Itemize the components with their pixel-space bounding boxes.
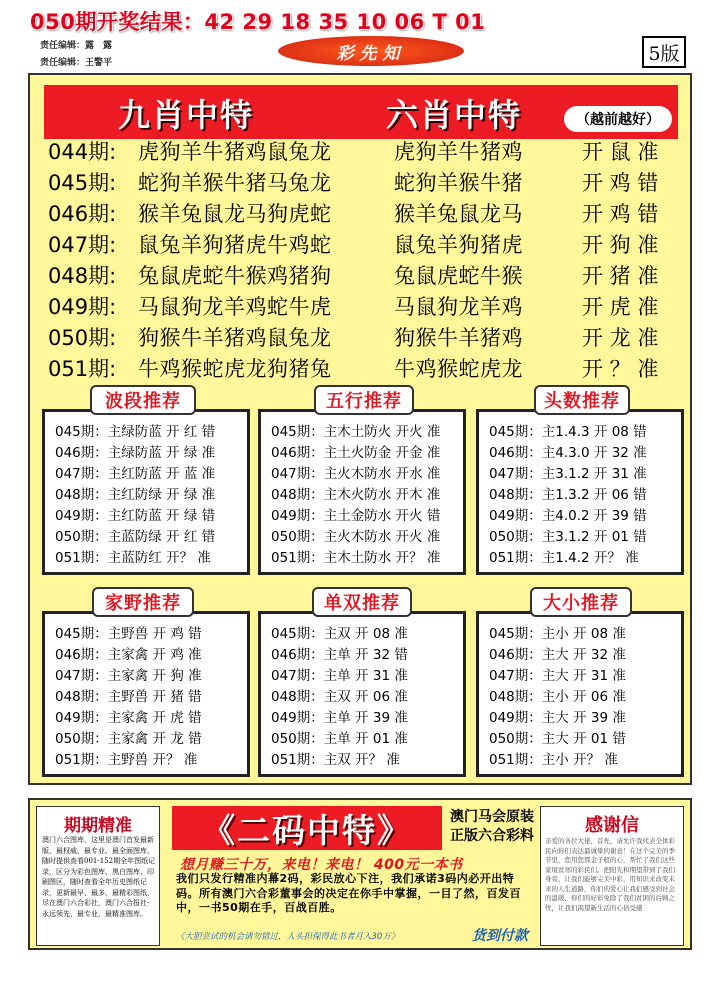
editor-credit-1: 责任编辑：露 露 [40, 41, 113, 51]
advert-strip [28, 798, 692, 950]
panel-row: 048期：主野兽 开 猪 错 [55, 689, 202, 705]
row-nine: 牛鸡猴蛇虎龙狗猪兔 [138, 357, 332, 381]
panel-row: 047期：主红防蓝 开 蓝 准 [55, 466, 216, 482]
panel-label: 五行推荐 [314, 385, 414, 415]
panel-row: 050期：主大 开 01 错 [489, 731, 626, 747]
edition-badge: 5版 [642, 36, 686, 68]
row-result: 开 ？ 准 [582, 357, 659, 381]
two-code-banner: 《二码中特》 [172, 806, 442, 850]
row-six: 马鼠狗龙羊鸡 [394, 295, 523, 319]
panel-row: 049期：主家禽 开 虎 错 [55, 710, 202, 726]
row-six: 牛鸡猴蛇虎龙 [394, 357, 523, 381]
left-promo-body: 澳门六合图库，这里是澳门首发最新版、最权威、最专业、最全面图库，随时提供查看001-152期全年图纸记录，区分为彩色图库、黑白图库、印刷图区，随时查看全年历史图纸记录，更新最早、最多，最精彩图纸，尽在澳门六合彩社，澳门六合报社-永远领先，最专业，最精准图库。 [42, 836, 156, 918]
row-result: 开 狗 准 [582, 233, 659, 257]
row-period: 044期: [48, 140, 117, 164]
panel-row: 049期：主4.0.2 开 39 错 [489, 508, 647, 524]
panel-label: 大小推荐 [530, 587, 632, 617]
promo-tagline: 《大胆尝试的机会请勿错过，人头担保得此书者月入30万》 [176, 932, 400, 942]
panel-row: 051期：主1.4.2 开？ 准 [489, 550, 639, 566]
panel-row: 046期：主单 开 32 错 [271, 647, 408, 663]
prediction-row [30, 354, 690, 385]
recommend-panel [476, 409, 684, 575]
panel-row: 045期：主木土防火 开火 准 [271, 424, 441, 440]
row-result: 开 龙 准 [582, 326, 659, 350]
row-nine: 蛇狗羊猴牛猪马兔龙 [138, 171, 332, 195]
row-result: 开 鸡 错 [582, 171, 659, 195]
panel-row: 045期：主小 开 08 准 [489, 626, 626, 642]
panel-row: 045期：主双 开 08 准 [271, 626, 408, 642]
panel-row: 049期：主红防蓝 开 绿 错 [55, 508, 216, 524]
left-promo-box [36, 806, 160, 946]
prediction-row [30, 261, 690, 292]
promo-offer: 想月赚三十万，来电！来电！ 400元一本书 [180, 857, 463, 873]
recommend-panel [476, 611, 684, 777]
panel-row: 051期：主小 开？ 准 [489, 752, 618, 768]
panel-label: 头数推荐 [534, 385, 630, 415]
panel-row: 048期：主1.3.2 开 06 错 [489, 487, 647, 503]
row-six: 鼠兔羊狗猪虎 [394, 233, 523, 257]
panel-row: 048期：主小 开 06 准 [489, 689, 626, 705]
editor-credit-2: 责任编辑：王警平 [40, 58, 113, 68]
promo-description: 我们只发行精准内幕2码，彩民放心下注，我们承诺3码内必开出特码。所有澳门六合彩董事会的决定在你手中掌握，一目了然，百发百中，一书50期在手，百战百胜。 [176, 872, 521, 914]
panel-row: 047期：主火木防水 开水 准 [271, 466, 441, 482]
main-board [28, 73, 692, 785]
prediction-row [30, 137, 690, 168]
prediction-row [30, 323, 690, 354]
panel-row: 047期：主家禽 开 狗 准 [55, 668, 202, 684]
recommend-panel [42, 409, 250, 575]
panel-row: 051期：主双 开？ 准 [271, 752, 400, 768]
prediction-row [30, 168, 690, 199]
panel-row: 046期：主绿防蓝 开 绿 准 [55, 445, 216, 461]
row-period: 045期: [48, 171, 117, 195]
headline-banner [44, 85, 678, 139]
panel-row: 047期：主3.1.2 开 31 准 [489, 466, 647, 482]
prediction-row [30, 230, 690, 261]
promo-subtitle-2: 正版六合彩料 [450, 828, 534, 844]
panel-row: 051期：主野兽 开？ 准 [55, 752, 198, 768]
prediction-row [30, 292, 690, 323]
recommend-panel [258, 611, 466, 777]
thank-you-box [540, 806, 684, 946]
row-six: 蛇狗羊猴牛猪 [394, 171, 523, 195]
row-period: 050期: [48, 326, 117, 350]
brand-name: 彩先知 [336, 43, 406, 64]
left-promo-title: 期期精准 [64, 816, 132, 836]
panel-row: 050期：主蓝防绿 开 红 错 [55, 529, 216, 545]
prediction-row [30, 199, 690, 230]
panel-row: 050期：主家禽 开 龙 错 [55, 731, 202, 747]
panel-row: 051期：主蓝防红 开？ 准 [55, 550, 211, 566]
row-result: 开 鸡 错 [582, 202, 659, 226]
panel-row: 045期：主绿防蓝 开 红 错 [55, 424, 216, 440]
panel-label: 家野推荐 [92, 587, 194, 617]
row-nine: 鼠兔羊狗猪虎牛鸡蛇 [138, 233, 332, 257]
panel-row: 049期：主单 开 39 准 [271, 710, 408, 726]
row-period: 048期: [48, 264, 117, 288]
brand-oval [278, 36, 464, 66]
recommend-panel [42, 611, 250, 777]
panel-row: 047期：主单 开 31 准 [271, 668, 408, 684]
panel-row: 046期：主土火防金 开金 准 [271, 445, 441, 461]
panel-row: 051期：主木土防水 开？ 准 [271, 550, 441, 566]
panel-row: 050期：主单 开 01 准 [271, 731, 408, 747]
panel-row: 050期：主火木防水 开火 准 [271, 529, 441, 545]
panel-row: 049期：主大 开 39 准 [489, 710, 626, 726]
row-nine: 猴羊兔鼠龙马狗虎蛇 [138, 202, 332, 226]
row-period: 051期: [48, 357, 117, 381]
row-six: 虎狗羊牛猪鸡 [394, 140, 523, 164]
row-result: 开 虎 准 [582, 295, 659, 319]
nine-zodiac-title: 九肖中特 [118, 96, 255, 134]
thank-you-body: 亲爱的各位大佬，首先，请允许我代表全体彩民向你们表达最诚挚的谢意！在这个完美的季节里，您用您那金子般的心，帮忙了我们这些家境贫寒的彩民们。把阳光和期望带到了我们身旁，让我们能够完美中彩，用知识来改变未来的人生道路，你们的爱心让我们感受到社会的温暖，你们的好彩免除了我们贫困的后顾之忧，让我们渴望新生活的心倍受感 [545, 837, 675, 912]
header-draw-title: 050期开奖结果：42 29 18 35 10 06 T 01 [30, 10, 486, 34]
row-six: 兔鼠虎蛇牛猴 [394, 264, 523, 288]
row-nine: 狗猴牛羊猪鸡鼠兔龙 [138, 326, 332, 350]
panel-row: 050期：主3.1.2 开 01 错 [489, 529, 647, 545]
panel-row: 046期：主大 开 32 准 [489, 647, 626, 663]
row-nine: 虎狗羊牛猪鸡鼠兔龙 [138, 140, 332, 164]
row-six: 狗猴牛羊猪鸡 [394, 326, 523, 350]
row-result: 开 鼠 准 [582, 140, 659, 164]
row-nine: 马鼠狗龙羊鸡蛇牛虎 [138, 295, 332, 319]
recommend-panel [258, 409, 466, 575]
row-nine: 兔鼠虎蛇牛猴鸡猪狗 [138, 264, 332, 288]
panel-row: 047期：主大 开 31 准 [489, 668, 626, 684]
panel-label: 单双推荐 [312, 587, 412, 617]
row-six: 猴羊兔鼠龙马 [394, 202, 523, 226]
promo-subtitle-1: 澳门马会原装 [450, 809, 534, 825]
panel-row: 048期：主双 开 06 准 [271, 689, 408, 705]
cash-on-delivery: 货到付款 [472, 928, 528, 944]
panel-row: 049期：主土金防水 开火 错 [271, 508, 441, 524]
six-zodiac-title: 六肖中特 [386, 96, 523, 134]
thank-you-title: 感谢信 [585, 815, 639, 836]
panel-row: 046期：主4.3.0 开 32 准 [489, 445, 647, 461]
banner-note: （越前越好） [564, 106, 672, 132]
row-result: 开 猪 准 [582, 264, 659, 288]
panel-row: 045期：主1.4.3 开 08 错 [489, 424, 647, 440]
panel-row: 045期：主野兽 开 鸡 错 [55, 626, 202, 642]
panel-row: 048期：主木火防水 开木 准 [271, 487, 441, 503]
panel-row: 048期：主红防绿 开 绿 准 [55, 487, 216, 503]
row-period: 046期: [48, 202, 117, 226]
row-period: 049期: [48, 295, 117, 319]
panel-row: 046期：主家禽 开 鸡 准 [55, 647, 202, 663]
panel-label: 波段推荐 [90, 385, 196, 415]
row-period: 047期: [48, 233, 117, 257]
